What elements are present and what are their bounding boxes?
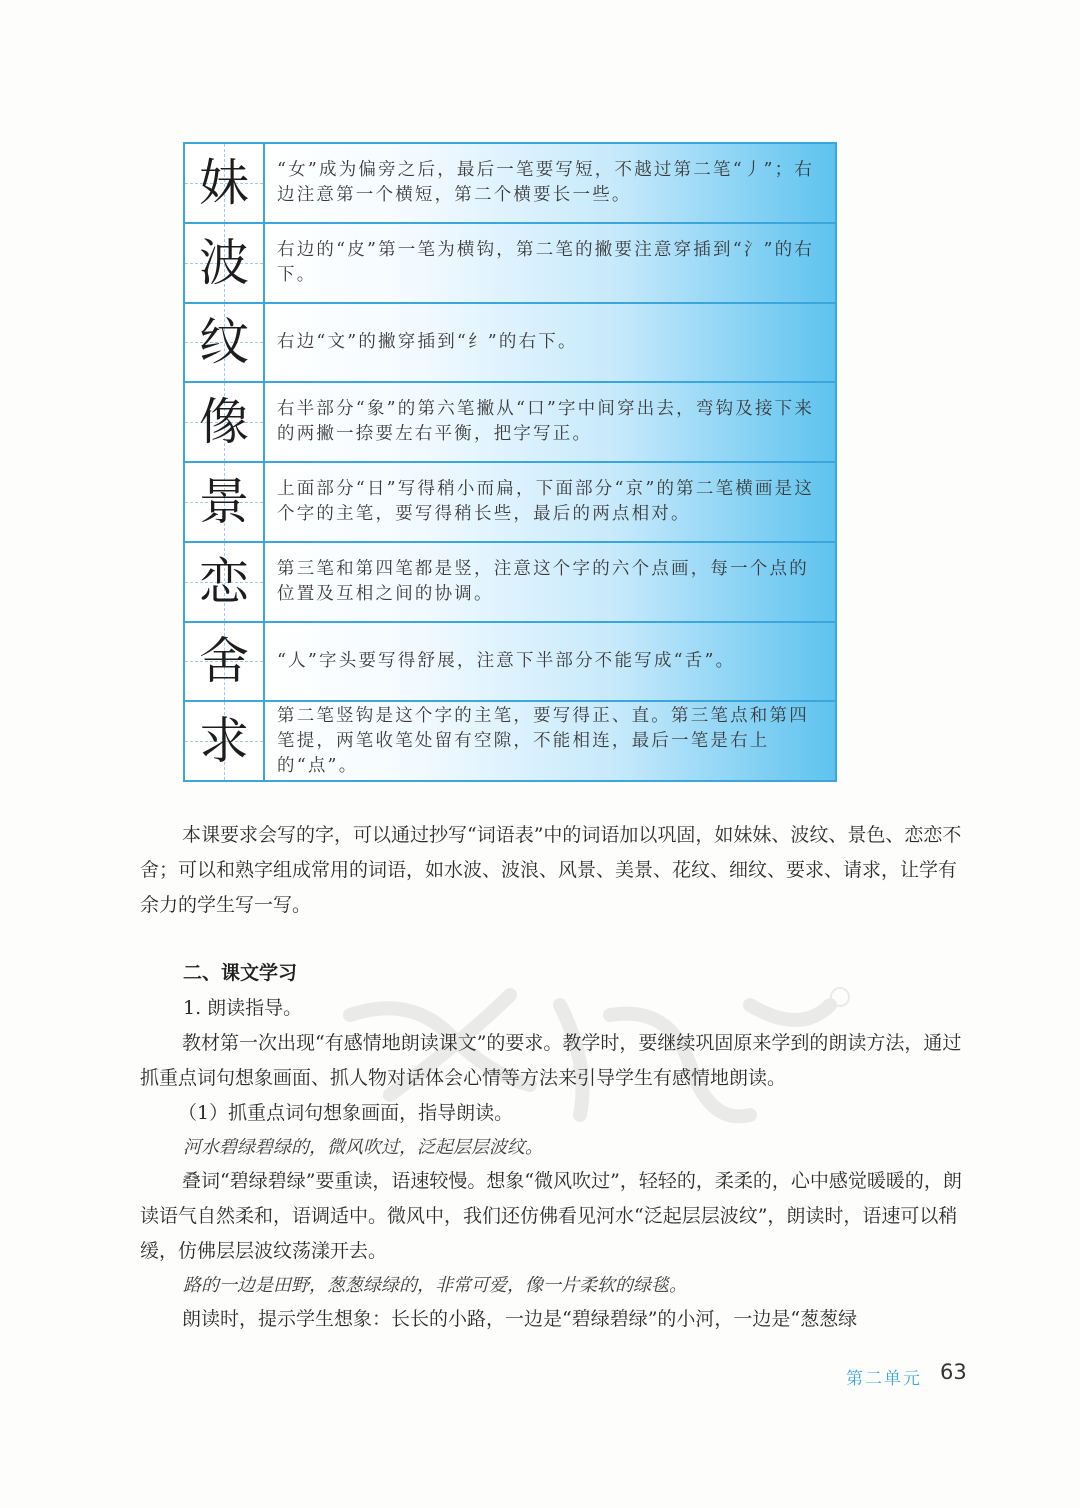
char-row <box>185 144 835 224</box>
char-note: 右半部分“象”的第六笔撇从“口”字中间穿出去，弯钩及接下来的两撇一捺要左右平衡，把字写正。 <box>265 383 835 461</box>
char-row <box>185 304 835 384</box>
sub-heading-key-words: （1）抓重点词句想象画面，指导朗读。 <box>178 1102 514 1124</box>
char-note: 右边的“皮”第一笔为横钩，第二笔的撇要注意穿插到“氵”的右下。 <box>265 224 835 302</box>
char-grid-cell <box>185 383 265 461</box>
char-grid-cell <box>185 144 265 222</box>
char-row <box>185 383 835 463</box>
char-grid-cell <box>185 224 265 302</box>
char-row <box>185 224 835 304</box>
char-grid-cell <box>185 304 265 382</box>
char-glyph: 妹 <box>199 153 249 212</box>
section-heading: 二、课文学习 <box>183 962 298 984</box>
char-row <box>185 702 835 780</box>
char-row <box>185 463 835 543</box>
character-writing-table <box>183 142 837 782</box>
page-number: 63 <box>940 1360 967 1384</box>
char-note: 第二笔竖钩是这个字的主笔，要写得正、直。第三笔点和第四笔提，两笔收笔处留有空隙，不能相连，最后一笔是右上的“点”。 <box>265 702 835 780</box>
quote-explanation-paragraph: 朗读时，提示学生想象：长长的小路，一边是“碧绿碧绿”的小河，一边是“葱葱绿 <box>182 1308 858 1330</box>
char-grid-cell <box>185 543 265 621</box>
char-row <box>185 543 835 623</box>
char-note: “人”字头要写得舒展，注意下半部分不能写成“舌”。 <box>265 623 835 701</box>
char-grid-cell <box>185 702 265 780</box>
char-note: 上面部分“日”写得稍小而扁，下面部分“京”的第二笔横画是这个字的主笔，要写得稍长些，最后的两点相对。 <box>265 463 835 541</box>
reading-guidance-paragraph: 教材第一次出现“有感情地朗读课文”的要求。教学时，要继续巩固原来学到的朗读方法，通过抓重点词句想象画面、抓人物对话体会心情等方法来引导学生有感情地朗读。 <box>140 1032 962 1089</box>
char-note: 右边“文”的撇穿插到“纟”的右下。 <box>265 304 835 382</box>
unit-label: 第二单元 <box>846 1369 922 1389</box>
text-quote: 河水碧绿碧绿的，微风吹过，泛起层层波纹。 <box>183 1137 543 1158</box>
text-quote: 路的一边是田野，葱葱绿绿的，非常可爱，像一片柔软的绿毯。 <box>183 1275 687 1296</box>
char-glyph: 求 <box>199 712 249 771</box>
char-glyph: 恋 <box>199 552 249 611</box>
char-note: “女”成为偏旁之后，最后一笔要写短，不越过第二笔“丿”；右边注意第一个横短，第二个横要长一些。 <box>265 144 835 222</box>
char-glyph: 波 <box>199 233 249 292</box>
char-glyph: 景 <box>199 472 249 531</box>
char-glyph: 舍 <box>199 632 249 691</box>
char-glyph: 像 <box>199 393 249 452</box>
char-glyph: 纹 <box>199 313 249 372</box>
char-row <box>185 623 835 703</box>
review-paragraph: 本课要求会写的字，可以通过抄写“词语表”中的词语加以巩固，如妹妹、波纹、景色、恋恋不舍；可以和熟字组成常用的词语，如水波、波浪、风景、美景、花纹、细纹、要求、请求，让学有余力的学生写一写。 <box>140 824 962 916</box>
quote-explanation-paragraph: 叠词“碧绿碧绿”要重读，语速较慢。想象“微风吹过”，轻轻的，柔柔的，心中感觉暖暖的，朗读语气自然柔和，语调适中。微风中，我们还仿佛看见河水“泛起层层波纹”，朗读时，语速可以稍缓，仿佛层层波纹荡漾开去。 <box>140 1170 962 1262</box>
char-grid-cell <box>185 623 265 701</box>
char-grid-cell <box>185 463 265 541</box>
char-note: 第三笔和第四笔都是竖，注意这个字的六个点画，每一个点的位置及互相之间的协调。 <box>265 543 835 621</box>
sub-heading-reading: 1. 朗读指导。 <box>183 997 303 1019</box>
